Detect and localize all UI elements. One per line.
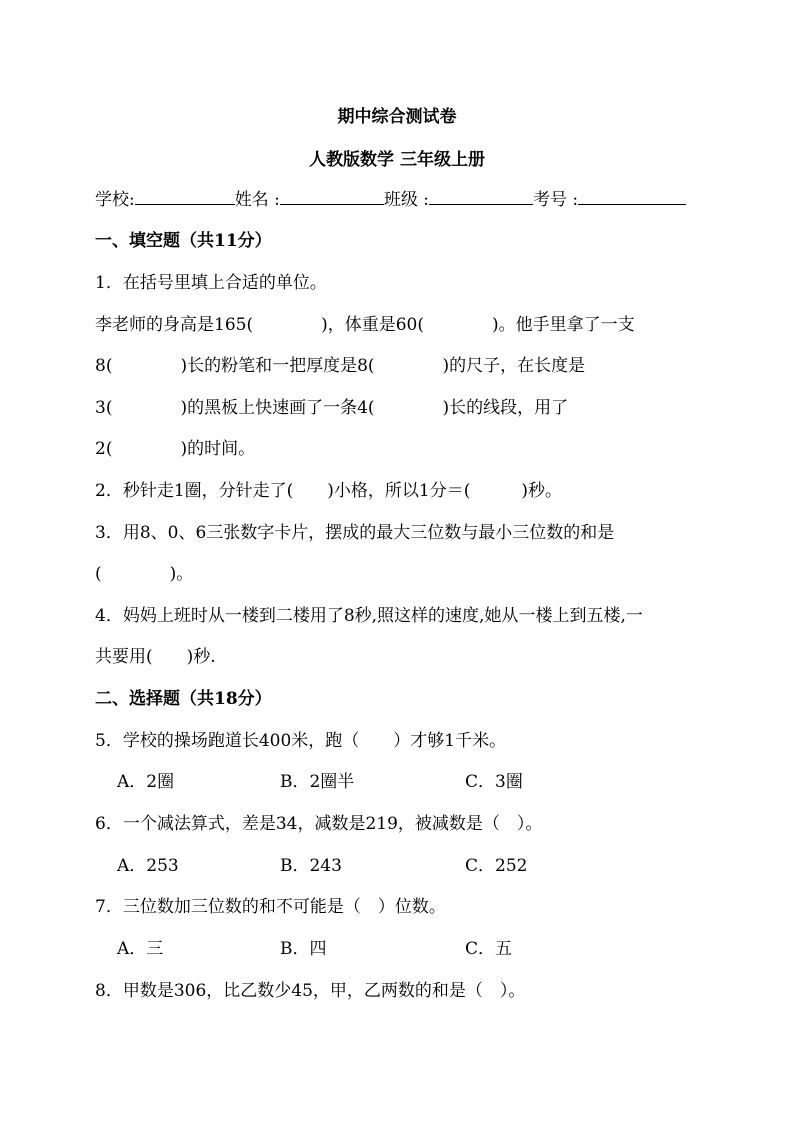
q7-text: 7．三位数加三位数的和不可能是（ ）位数。 [95,897,446,917]
q7-option-b[interactable]: B．四 [280,939,327,959]
q6-option-c[interactable]: C．252 [465,856,528,876]
name-label: 姓名 : [234,190,280,210]
name-blank [280,188,384,205]
section1-heading: 一、填空题（共11分） [95,231,272,251]
q7-option-c[interactable]: C．五 [465,939,513,959]
q6-option-b[interactable]: B．243 [280,856,342,876]
school-label: 学校: [95,190,135,210]
q1-stem: 1．在括号里填上合适的单位。 [95,273,327,293]
class-blank [429,188,533,205]
q1-line1: 李老师的身高是165( )，体重是60( )。他手里拿了一支 [95,315,635,335]
school-blank [135,188,235,205]
info-fields-row [95,188,686,211]
q4-line2: 共要用( )秒. [95,647,216,667]
q8-text: 8．甲数是306，比乙数少45，甲，乙两数的和是（ ）。 [95,981,526,1001]
exam-title: 期中综合测试卷 [337,107,457,127]
q7-option-a[interactable]: A．三 [117,939,164,959]
q1-line3: 3( )的黑板上快速画了一条4( )长的线段，用了 [95,398,569,418]
q5-text: 5．学校的操场跑道长400米，跑（ ）才够1千米。 [95,731,507,751]
q6-text: 6．一个减法算式，差是34，减数是219，被减数是（ ）。 [95,814,543,834]
section2-heading: 二、选择题（共18分） [95,689,272,709]
q1-line2: 8( )长的粉笔和一把厚度是8( )的尺子，在长度是 [95,356,586,376]
exam-no-label: 考号 : [533,190,579,210]
q5-option-a[interactable]: A．2圈 [117,772,175,792]
q6-option-a[interactable]: A．253 [117,856,179,876]
q3-line2: ( )。 [95,564,194,584]
q4-line1: 4．妈妈上班时从一楼到二楼用了8秒,照这样的速度,她从一楼上到五楼,一 [95,606,643,626]
q5-option-c[interactable]: C．3圈 [465,772,523,792]
exam-no-blank [578,188,686,205]
q1-line4: 2( )的时间。 [95,439,256,459]
exam-subtitle: 人教版数学 三年级上册 [309,150,485,170]
q2-text: 2．秒针走1圈，分针走了( )小格，所以1分＝( )秒。 [95,481,562,501]
q3-line1: 3．用8、0、6三张数字卡片，摆成的最大三位数与最小三位数的和是 [95,523,615,543]
class-label: 班级 : [383,190,430,210]
q5-option-b[interactable]: B．2圈半 [280,772,355,792]
